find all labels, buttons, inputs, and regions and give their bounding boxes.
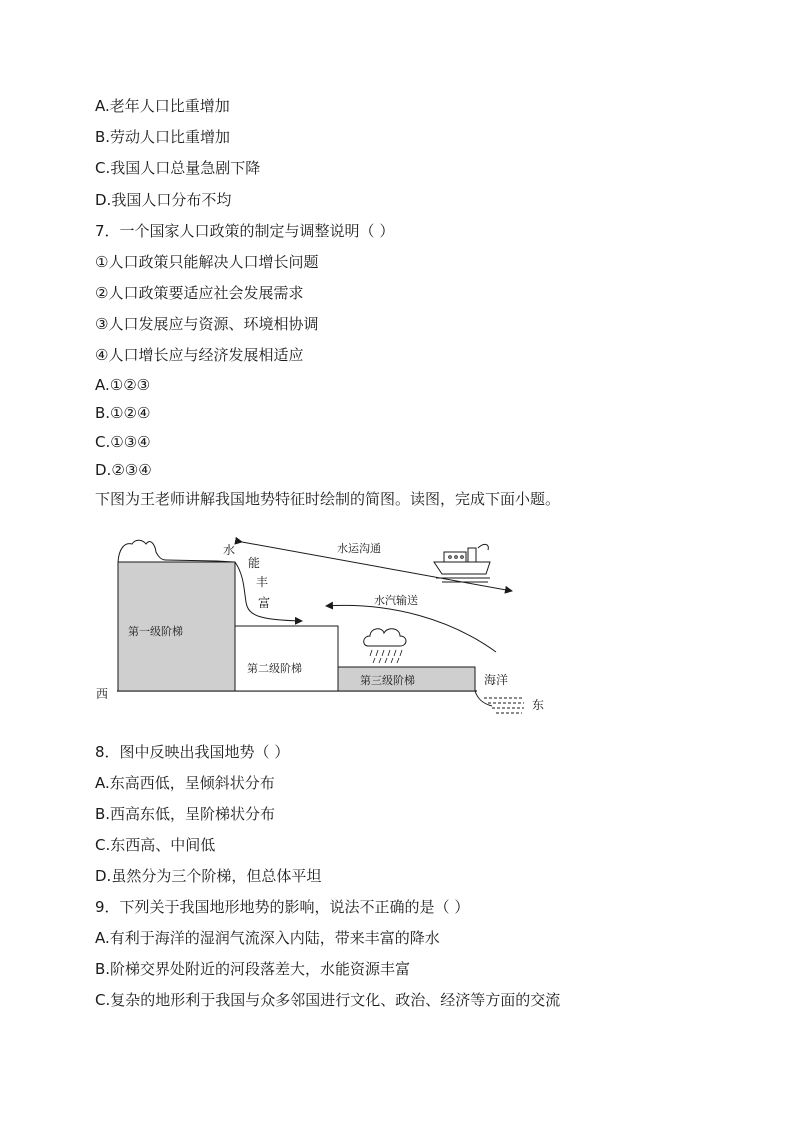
hydro-label-char-4: 富	[258, 596, 271, 610]
step-1-label: 第一级阶梯	[128, 625, 183, 638]
hydro-label-char-2: 能	[248, 556, 261, 570]
q8-stem: 8．图中反映出我国地势（ ）	[95, 743, 290, 761]
q7-statement-2: ②人口政策要适应社会发展需求	[95, 284, 304, 302]
q8-option-b: B.西高东低，呈阶梯状分布	[95, 805, 276, 823]
river-flow-arrow	[235, 562, 302, 621]
q9-option-c: C.复杂的地形利于我国与众多邻国进行文化、政治、经济等方面的交流	[95, 991, 561, 1009]
east-label: 东	[532, 698, 545, 712]
hydro-label-char-3: 丰	[256, 575, 269, 589]
water-transport-label: 水运沟通	[337, 542, 381, 555]
coast-line	[475, 691, 492, 706]
step-2-block	[235, 626, 338, 691]
q9-stem: 9．下列关于我国地形地势的影响，说法不正确的是（ ）	[95, 898, 470, 916]
ship-icon	[434, 544, 490, 582]
terrain-staircase-diagram	[92, 530, 562, 720]
q7-statement-4: ④人口增长应与经济发展相适应	[95, 346, 304, 364]
q8-option-c: C.东西高、中间低	[95, 836, 216, 854]
q6-option-c: C.我国人口总量急剧下降	[95, 159, 261, 177]
figure-intro: 下图为王老师讲解我国地势特征时绘制的简图。读图，完成下面小题。	[95, 490, 561, 508]
q7-option-d: D.②③④	[95, 461, 152, 479]
q7-stem: 7．一个国家人口政策的制定与调整说明（ ）	[95, 222, 395, 240]
q9-option-a: A.有利于海洋的湿润气流深入内陆，带来丰富的降水	[95, 929, 440, 947]
step-2-label: 第二级阶梯	[247, 662, 302, 675]
q8-option-d: D.虽然分为三个阶梯，但总体平坦	[95, 867, 322, 885]
hydro-label-char-1: 水	[223, 543, 236, 557]
q7-statement-3: ③人口发展应与资源、环境相协调	[95, 315, 319, 333]
q6-option-b: B.劳动人口比重增加	[95, 128, 231, 146]
q7-option-a: A.①②③	[95, 376, 151, 394]
vapor-transport-label: 水汽输送	[374, 594, 418, 607]
q6-option-a: A.老年人口比重增加	[95, 97, 230, 115]
step-3-label: 第三级阶梯	[360, 674, 415, 687]
q6-option-d: D.我国人口分布不均	[95, 191, 232, 209]
q7-statement-1: ①人口政策只能解决人口增长问题	[95, 253, 319, 271]
vapor-transport-arrow	[326, 605, 496, 652]
west-label: 西	[96, 687, 109, 701]
ocean-label: 海洋	[484, 673, 509, 687]
mountain-outline	[118, 540, 234, 562]
q9-option-b: B.阶梯交界处附近的河段落差大，水能资源丰富	[95, 960, 411, 978]
q7-option-c: C.①③④	[95, 433, 151, 451]
rain-cloud-icon	[364, 629, 406, 663]
q7-option-b: B.①②④	[95, 404, 151, 422]
q8-option-a: A.东高西低，呈倾斜状分布	[95, 774, 275, 792]
